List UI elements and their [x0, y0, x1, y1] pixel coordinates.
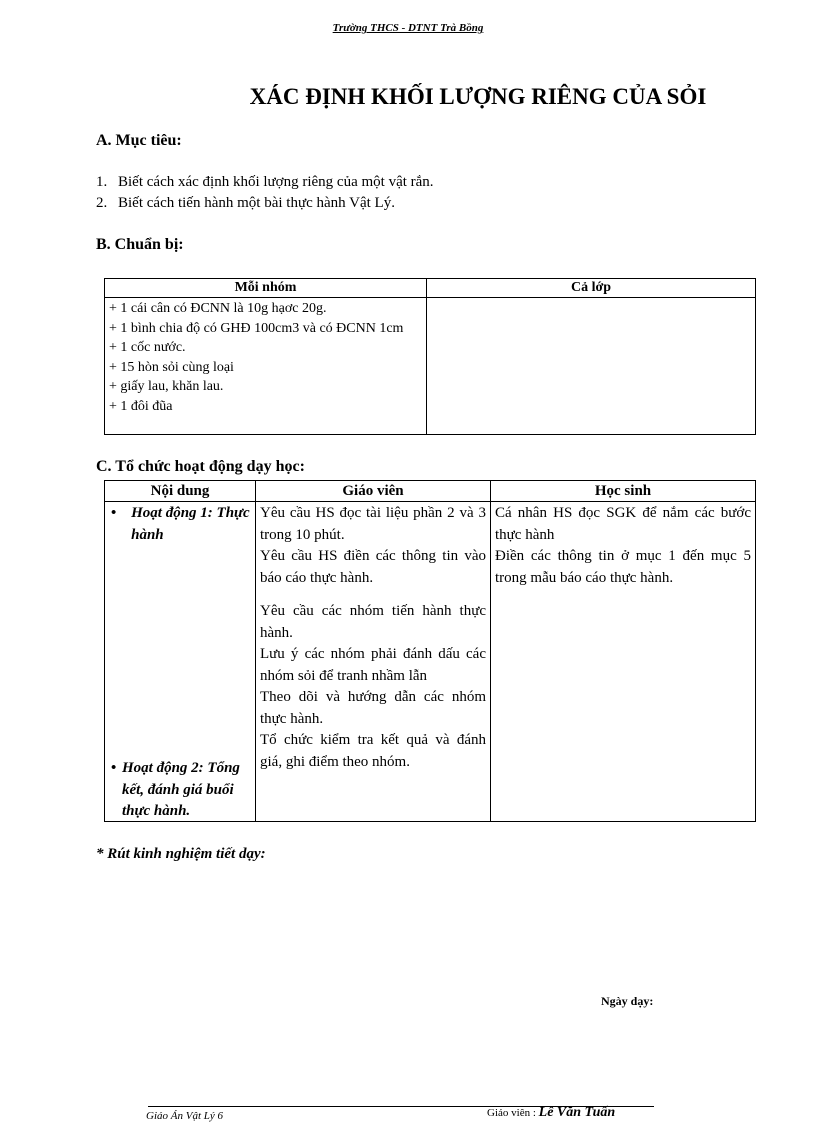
content-cell [105, 502, 256, 822]
activities-table [104, 480, 756, 822]
date-label: Ngày dạy: [601, 994, 654, 1008]
teacher-item: Yêu cầu HS điền các thông tin vào báo cáo thực hành. [260, 548, 486, 586]
list-item [96, 172, 434, 193]
student-cell [491, 502, 756, 822]
activity-2 [109, 758, 251, 823]
teacher-item: Yêu cầu HS đọc tài liệu phần 2 và 3 trong 10 phút. [260, 505, 486, 543]
teacher-item: Tổ chức kiểm tra kết quả và đánh giá, ghi điểm theo nhóm. [260, 732, 486, 770]
footer-teacher-label: Giáo viên : [487, 1107, 536, 1119]
notes-heading: * Rút kinh nghiệm tiết dạy: [96, 846, 266, 862]
list-item: + 1 đôi đũa [109, 398, 173, 414]
student-item: Điền các thông tin ở mục 1 đến mục 5 trong mẫu báo cáo thực hành. [495, 548, 751, 586]
group-items-cell [105, 298, 427, 435]
footer-right [487, 1105, 615, 1121]
footer-left: Giáo Án Vật Lý 6 [146, 1110, 223, 1122]
footer-teacher-name: Lê Văn Tuấn [538, 1105, 616, 1120]
teacher-item: Theo dõi và hướng dẫn các nhóm thực hành. [260, 689, 486, 727]
activity-label: Hoạt động 1: Thực hành [131, 505, 250, 543]
activity-1 [109, 503, 251, 546]
teacher-cell [256, 502, 491, 822]
list-item [96, 193, 434, 214]
bullet-icon: • [111, 505, 117, 521]
list-item: + 1 cốc nước. [109, 340, 186, 355]
list-text: Biết cách xác định khối lượng riêng của một vật rắn. [118, 174, 434, 190]
teacher-item: Lưu ý các nhóm phải đánh dấu các nhóm sỏi để tranh nhầm lẫn [260, 646, 486, 684]
section-c-heading: C. Tổ chức hoạt động dạy học: [96, 458, 305, 475]
list-number: 1. [96, 174, 108, 190]
list-number: 2. [96, 195, 108, 211]
list-item: + 1 bình chia độ có GHĐ 100cm3 và có ĐCNN 1cm [109, 320, 404, 336]
section-a-heading: A. Mục tiêu: [96, 132, 182, 149]
preparation-table [104, 278, 756, 435]
list-item: + 1 cái cân có ĐCNN là 10g hạơc 20g. [109, 301, 327, 316]
list-item: + giấy lau, khăn lau. [109, 379, 224, 394]
table-header: Học sinh [491, 481, 756, 502]
student-item: Cá nhân HS đọc SGK để nắm các bước thực hành [495, 505, 751, 543]
table-header: Cả lớp [427, 279, 756, 298]
list-item: + 15 hòn sỏi cùng loại [109, 359, 234, 375]
teacher-item: Yêu cầu các nhóm tiến hành thực hành. [260, 603, 486, 641]
section-b-heading: B. Chuẩn bị: [96, 236, 184, 253]
class-items-cell [427, 298, 756, 435]
page-title: XÁC ĐỊNH KHỐI LƯỢNG RIÊNG CỦA SỎI [249, 84, 707, 109]
table-header: Mỗi nhóm [105, 279, 427, 298]
table-header: Nội dung [105, 481, 256, 502]
list-text: Biết cách tiến hành một bài thực hành Vật Lý. [118, 195, 395, 211]
table-header: Giáo viên [256, 481, 491, 502]
objectives-list [96, 172, 434, 214]
page-header: Trường THCS - DTNT Trà Bồng [332, 22, 484, 34]
activity-label: Hoạt động 2: Tổng kết, đánh giá buổi thực hành. [121, 760, 240, 819]
bullet-icon: • [111, 760, 117, 776]
